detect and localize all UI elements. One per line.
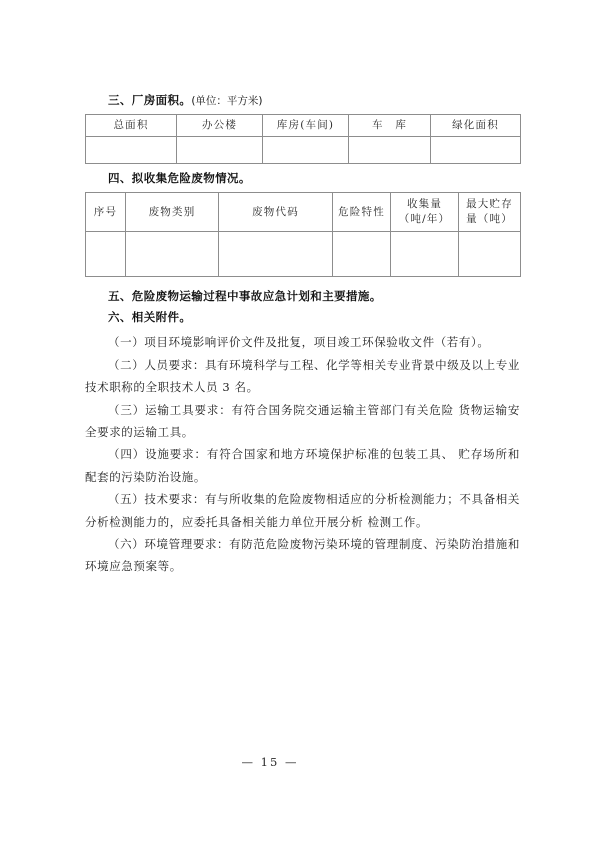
table-row <box>86 136 521 163</box>
attachment-item-6: （六）环境管理要求：有防范危险废物污染环境的管理制度、污染防治措施和环境应急预案等。 <box>85 537 520 574</box>
col-header-serial-number: 序号 <box>86 192 126 231</box>
cell-collection-volume[interactable] <box>391 231 459 276</box>
section-heading-six: 六、相关附件。 <box>108 310 192 325</box>
col-header-max-storage: 最大贮存量（吨） <box>459 192 521 231</box>
table-row-header <box>86 114 521 136</box>
document-content <box>85 92 520 578</box>
attachment-item-4: （四）设施要求：有符合国家和地方环境保护标准的包装工具、 贮存场所和配套的污染防治设施。 <box>85 447 520 484</box>
spacer <box>85 277 520 288</box>
col-header-office-building: 办公楼 <box>177 114 263 136</box>
cell-hazard-property[interactable] <box>333 231 391 276</box>
cell-max-storage[interactable] <box>459 231 521 276</box>
cell-waste-category[interactable] <box>126 231 219 276</box>
table-row <box>86 231 521 276</box>
col-header-collection-volume: 收集量（吨/年） <box>391 192 459 231</box>
col-header-hazard-property: 危险特性 <box>333 192 391 231</box>
page-number: — 15 — <box>241 755 299 769</box>
cell-garage[interactable] <box>349 136 431 163</box>
attachment-item-1: （一）项目环境影响评价文件及批复，项目竣工环保验收文件（若有）。 <box>108 335 490 350</box>
table-hazardous-waste <box>85 192 521 277</box>
cell-warehouse[interactable] <box>263 136 349 163</box>
cell-office-building[interactable] <box>177 136 263 163</box>
section-heading-three <box>85 92 520 110</box>
section-heading-five: 五、危险废物运输过程中事故应急计划和主要措施。 <box>108 288 382 303</box>
cell-green-area[interactable] <box>431 136 521 163</box>
section-heading-four: 四、拟收集危险废物情况。 <box>108 170 251 185</box>
attachment-item-2: （二）人员要求：具有环境科学与工程、化学等相关专业背景中级及以上专业技术职称的全职技术人员 3 名。 <box>85 357 520 395</box>
col-header-green-area: 绿化面积 <box>431 114 521 136</box>
section-three-title: 三、厂房面积。 <box>108 93 192 107</box>
col-header-garage: 车 库 <box>349 114 431 136</box>
attachment-item-3: （三）运输工具要求：有符合国务院交通运输主管部门有关危险 货物运输安全要求的运输工具。 <box>85 402 520 439</box>
attachment-item-5: （五）技术要求：有与所收集的危险废物相适应的分析检测能力；不具备相关分析检测能力的，应委托具备相关能力单位开展分析 检测工作。 <box>85 492 520 529</box>
col-header-waste-category: 废物类别 <box>126 192 219 231</box>
cell-waste-code[interactable] <box>219 231 333 276</box>
table-factory-area <box>85 114 521 164</box>
col-header-total-area: 总面积 <box>86 114 177 136</box>
col-header-warehouse: 库房(车间) <box>263 114 349 136</box>
cell-serial-number[interactable] <box>86 231 126 276</box>
col-header-waste-code: 废物代码 <box>219 192 333 231</box>
cell-total-area[interactable] <box>86 136 177 163</box>
attachment-list <box>85 331 520 578</box>
section-three-unit-note: (单位：平方米) <box>191 95 263 107</box>
table-row-header <box>86 192 521 231</box>
